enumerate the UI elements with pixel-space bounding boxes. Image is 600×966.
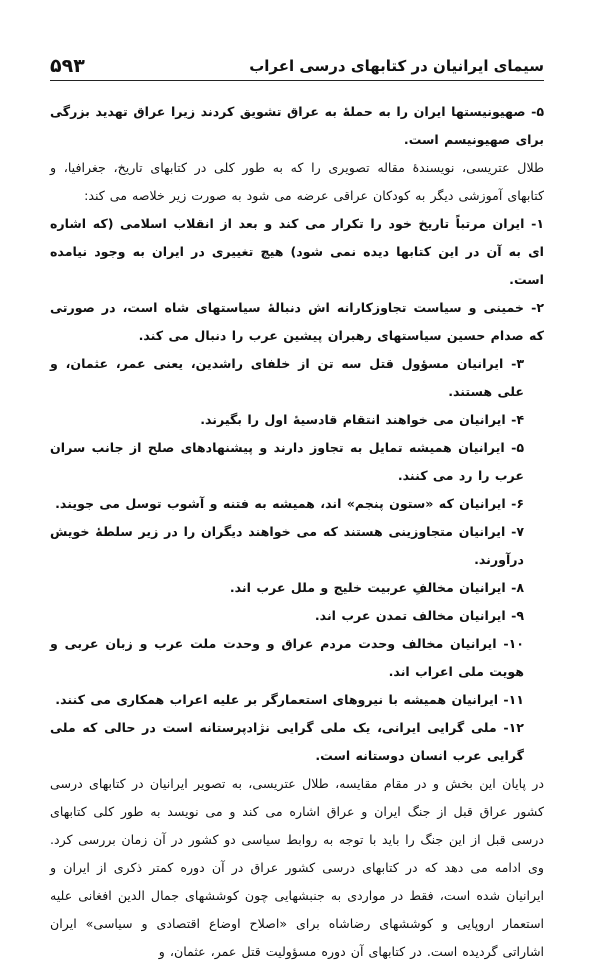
list-item: ۷- ایرانیان متجاوزینی هستند که می خواهند دیگران را در زیر سلطهٔ خویش درآورند. [50, 524, 524, 567]
list-item: ۱۰- ایرانیان مخالف وحدت مردم عراق و وحدت ملت عرب و زبان عربی و هویت ملی اعراب اند. [50, 636, 524, 679]
list-item: ۲- خمینی و سیاست تجاوزکارانه اش دنبالهٔ سیاستهای شاه است، در صورتی که صدام حسین سیاستهای رهبران پیشین عرب را دنبال می کند. [50, 300, 544, 343]
list-item: ۸- ایرانیان مخالفِ عربیت خلیج و ملل عرب اند. [229, 580, 524, 595]
paragraph: طلال عتریسی، نویسندهٔ مقاله تصویری را که به طور کلی در کتابهای تاریخ، جغرافیا، و کتابهای آموزشی دیگر به کودکان عراقی عرضه می شود به صورت زیر خلاصه می کند: [50, 160, 544, 203]
list-item: ۱۱- ایرانیان همیشه با نیروهای استعمارگر بر علیه اعراب همکاری می کنند. [55, 692, 524, 707]
page-header [50, 50, 544, 76]
paragraph: ۵- صهیونیستها ایران را به حملهٔ به عراق تشویق کردند زیرا عراق تهدید بزرگی برای صهیونیسم است. [50, 104, 544, 147]
list-item: ۹- ایرانیان مخالف تمدن عرب اند. [314, 608, 524, 623]
list-item: ۵- ایرانیان همیشه تمایل به تجاوز دارند و پیشنهادهای صلح از جانب سران عرب را رد می کنند. [50, 440, 524, 483]
list-item: ۱۲- ملی گرایی ایرانی، یک ملی گرایی نژادپرستانه است در حالی که ملی گرایی عرب انسان دوستانه است. [50, 720, 524, 763]
list-item: ۶- ایرانیان که «ستون پنجم» اند، همیشه به فتنه و آشوب توسل می جویند. [55, 496, 524, 511]
list-item: ۳- ایرانیان مسؤول قتل سه تن از خلفای راشدین، یعنی عمر، عثمان، و علی هستند. [50, 356, 524, 399]
list-item: ۴- ایرانیان می خواهند انتقام قادسیهٔ اول را بگیرند. [200, 412, 524, 427]
header-rule [50, 80, 544, 81]
page-number: ۵۹۳ [50, 55, 85, 77]
body-text [50, 98, 544, 966]
paragraph: در پایان این بخش و در مقام مقایسه، طلال عتریسی، به تصویر ایرانیان در کتابهای درسی کشور عراق قبل از جنگ ایران و عراق اشاره می کند و می نویسد به طور کلی کتابهای درسی قبل از این جنگ را باید با توجه به روابط سیاسی دو کشور در آن زمان بررسی کرد. وی ادامه می دهد که در کتابهای درسی کشور عراق در آن دوره کمتر ذکری از ایران و ایرانیان شده است، فقط در مواردی به جنبشهایی چون کوششهای جمال الدین افغانی علیه استعمار اروپایی و کوششهای رضاشاه برای «اصلاح اوضاع اقتصادی و سیاسی» ایران اشاراتی گردیده است. در کتابهای آن دوره مسؤولیت قتل عمر، عثمان، و [50, 776, 544, 959]
list-item: ۱- ایران مرتباً تاریخ خود را تکرار می کند و بعد از انقلاب اسلامی (که اشاره ای به آن در این کتابها دیده نمی شود) هیچ تغییری در ایران به وجود نیامده است. [50, 216, 544, 287]
running-title: سیمای ایرانیان در کتابهای درسی اعراب [249, 57, 544, 75]
